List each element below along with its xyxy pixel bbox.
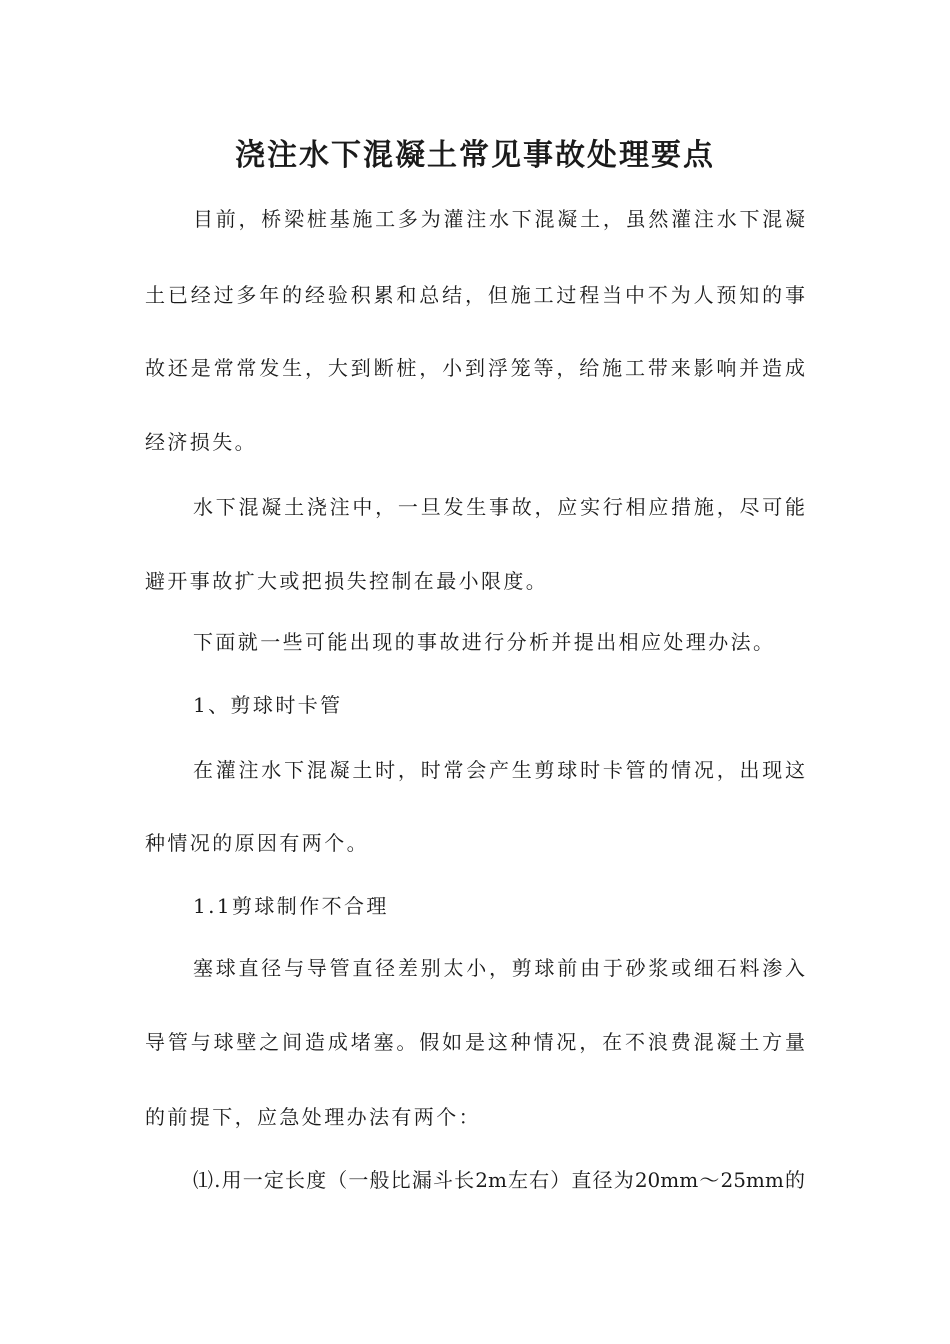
paragraph-line: 目前，桥梁桩基施工多为灌注水下混凝土，虽然灌注水下混凝 (193, 207, 805, 231)
paragraph-line: 下面就一些可能出现的事故进行分析并提出相应处理办法。 (193, 630, 776, 654)
document-title: 浇注水下混凝土常见事故处理要点 (235, 138, 715, 173)
paragraph-line: ⑴.用一定长度（一般比漏斗长2m左右）直径为20mm～25mm的 (193, 1168, 805, 1192)
paragraph-line: 水下混凝土浇注中，一旦发生事故，应实行相应措施，尽可能 (193, 495, 805, 519)
paragraph-line: 塞球直径与导管直径差别太小，剪球前由于砂浆或细石料渗入 (193, 956, 805, 980)
paragraph-line: 避开事故扩大或把损失控制在最小限度。 (145, 569, 549, 593)
paragraph-line: 导管与球壁之间造成堵塞。假如是这种情况，在不浪费混凝土方量 (145, 1030, 805, 1054)
section-heading: 1、剪球时卡管 (193, 693, 343, 717)
subsection-heading: 1.1剪球制作不合理 (193, 894, 389, 918)
paragraph-line: 的前提下，应急处理办法有两个： (145, 1105, 481, 1129)
paragraph-line: 土已经过多年的经验积累和总结，但施工过程当中不为人预知的事 (145, 283, 805, 307)
paragraph-line: 故还是常常发生，大到断桩，小到浮笼等，给施工带来影响并造成 (145, 356, 805, 380)
paragraph-line: 经济损失。 (145, 430, 257, 454)
paragraph-line: 种情况的原因有两个。 (145, 831, 369, 855)
paragraph-line: 在灌注水下混凝土时，时常会产生剪球时卡管的情况，出现这 (193, 758, 805, 782)
